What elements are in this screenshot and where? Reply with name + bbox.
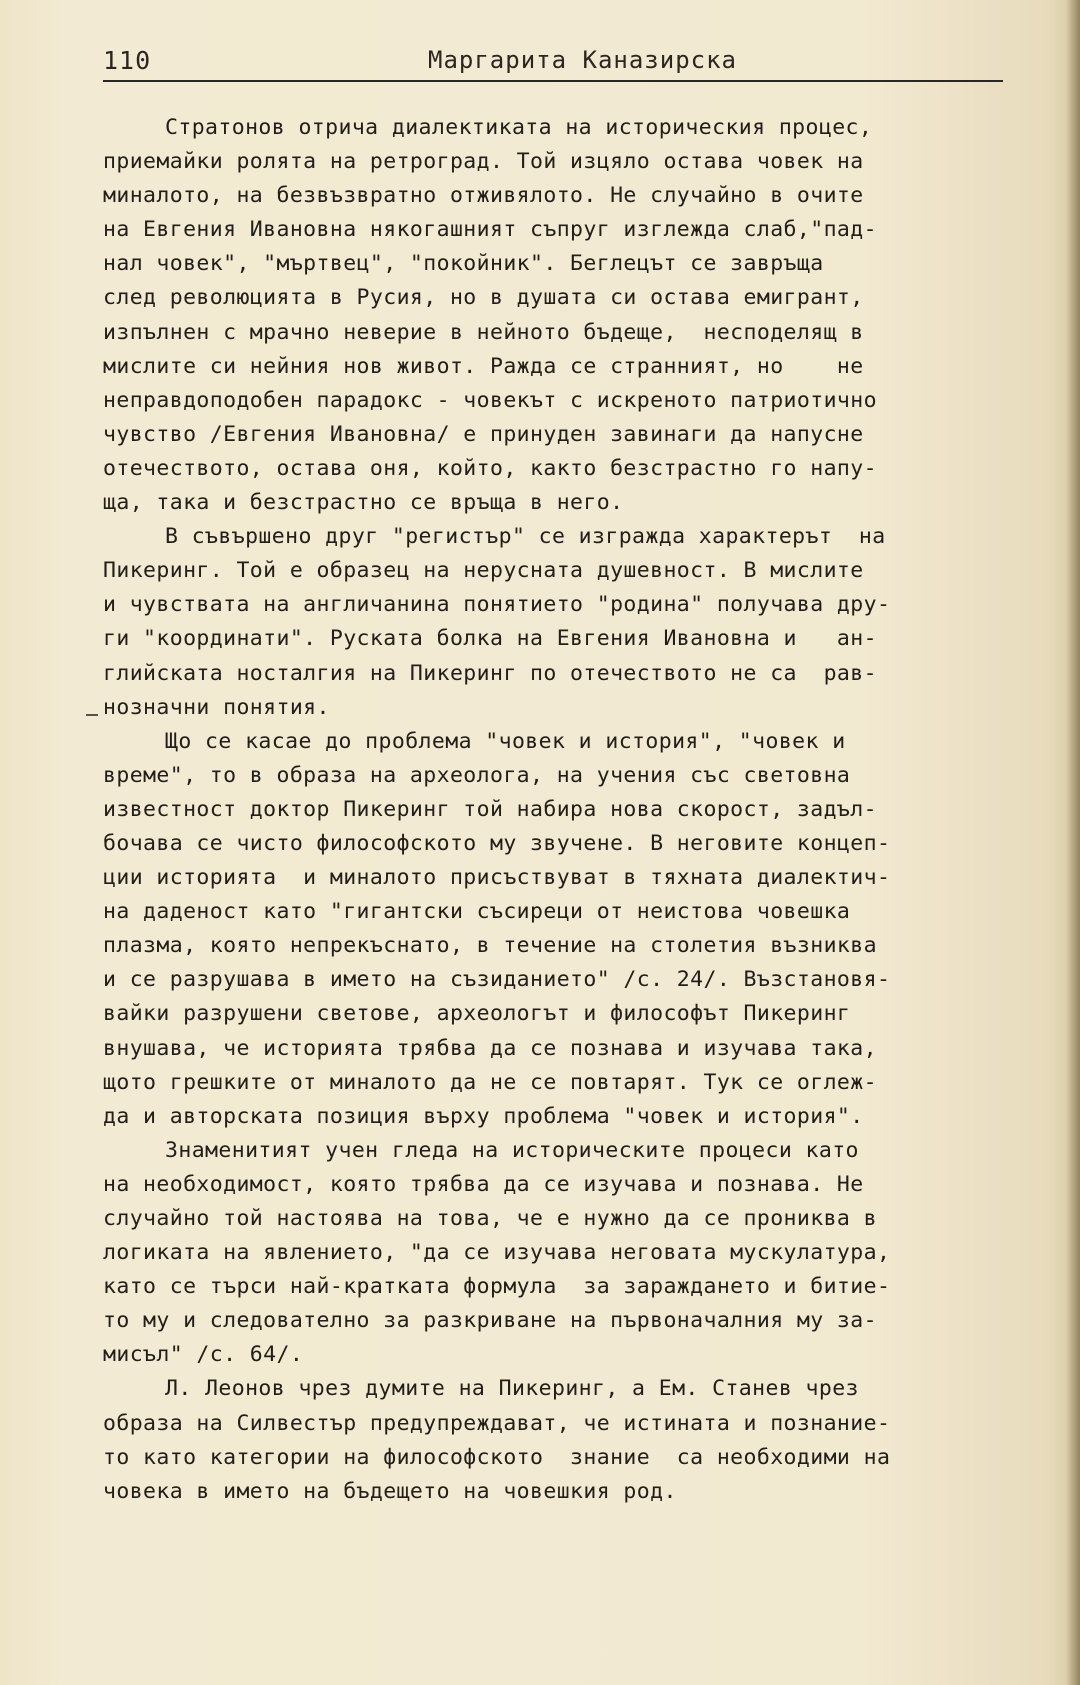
text-line: след революцията в Русия, но в душата си остава емигрант, — [103, 285, 864, 311]
text-line: вайки разрушени светове, археологът и философът Пикеринг — [103, 1001, 851, 1027]
text-line: на необходимост, която трябва да се изучава и познава. Не — [103, 1171, 864, 1197]
page-edge-shadow — [1066, 0, 1080, 1685]
text-line: Знаменитият учен гледа на историческите процеси като — [165, 1137, 859, 1163]
text-line: нозначни понятия. — [103, 694, 330, 720]
text-line: случайно той настоява на това, че е нужно да се прониква в — [103, 1206, 877, 1231]
text-line: Стратонов отрича диалектиката на историческия процес, — [165, 115, 873, 140]
text-line: щото грешките от миналото да не се повтарят. Тук се оглеж- — [103, 1069, 877, 1095]
text-line: известност доктор Пикеринг той набира нова скорост, задъл- — [103, 796, 877, 822]
margin-mark — [86, 714, 98, 716]
text-line: и чувствата на англичанина понятието "родина" получава дру- — [103, 592, 891, 618]
body-text — [103, 111, 1013, 1509]
text-line: ща, така и безстрастно се връща в него. — [103, 490, 624, 516]
text-line: да и авторската позиция върху проблема "човек и история". — [103, 1103, 864, 1129]
text-line: глийската носталгия на Пикеринг по отечеството не са рав- — [103, 660, 877, 686]
text-line: плазма, която непрекъснато, в течение на столетия възниква — [103, 933, 877, 959]
text-line: Пикеринг. Той е образец на нерусната душевност. В мислите — [103, 558, 864, 584]
running-head: Маргарита Каназирска — [428, 46, 737, 74]
text-line: като се търси най-кратката формула за зараждането и битие- — [103, 1274, 891, 1300]
text-line: логиката на явлението, "да се изучава неговата мускулатура, — [103, 1240, 891, 1266]
text-line: и се разрушава в името на съзиданието" /с. 24/. Възстановя- — [103, 967, 891, 993]
text-line: ции историята и миналото присъствуват в тяхната диалектич- — [103, 865, 891, 891]
page-header — [103, 46, 1003, 82]
text-line: време", то в образа на археолога, на учения със световна — [103, 762, 851, 788]
text-line: отечеството, остава оня, който, както безстрастно го напу- — [103, 455, 877, 481]
text-line: мислите си нейния нов живот. Ражда се странният, но не — [103, 353, 864, 379]
text-line: на даденост като "гигантски съсиреци от неистова човешка — [103, 899, 851, 925]
text-line: миналото, на безвъзвратно отживялото. Не случайно в очите — [103, 183, 864, 209]
text-line: образа на Силвестър предупреждават, че истината и познание- — [103, 1410, 891, 1436]
text-line: ги "координати". Руската болка на Евгения Ивановна и ан- — [103, 626, 877, 652]
text-line: Л. Леонов чрез думите на Пикеринг, а Ем. Станев чрез — [165, 1376, 859, 1402]
text-line: неправдоподобен парадокс - човекът с искреното патриотично — [103, 387, 877, 413]
text-line: внушава, че историята трябва да се познава и изучава така, — [103, 1035, 877, 1061]
text-line: Що се касае до проблема "човек и история", "човек и — [165, 728, 846, 754]
text-line: то като категории на философското знание са необходими на — [103, 1444, 891, 1470]
page-number: 110 — [103, 46, 152, 75]
text-line: мисъл" /с. 64/. — [103, 1342, 304, 1368]
text-line: нал човек", "мъртвец", "покойник". Беглецът се завръща — [103, 251, 824, 277]
text-line: чувство /Евгения Ивановна/ е принуден завинаги да напусне — [103, 421, 864, 447]
text-line: В съвършено друг "регистър" се изгражда характерът на — [165, 524, 886, 550]
text-line: бочава се чисто философското му звучене. В неговите концеп- — [103, 830, 891, 856]
text-line: на Евгения Ивановна някогашният съпруг изглежда слаб,"пад- — [103, 217, 877, 243]
text-line: то му и следователно за разкриване на първоначалния му за- — [103, 1308, 877, 1334]
text-line: човека в името на бъдещето на човешкия род. — [103, 1478, 677, 1504]
text-line: изпълнен с мрачно неверие в нейното бъдеще, несподелящ в — [103, 319, 864, 345]
text-line: приемайки ролята на ретроград. Той изцяло остава човек на — [103, 149, 864, 175]
